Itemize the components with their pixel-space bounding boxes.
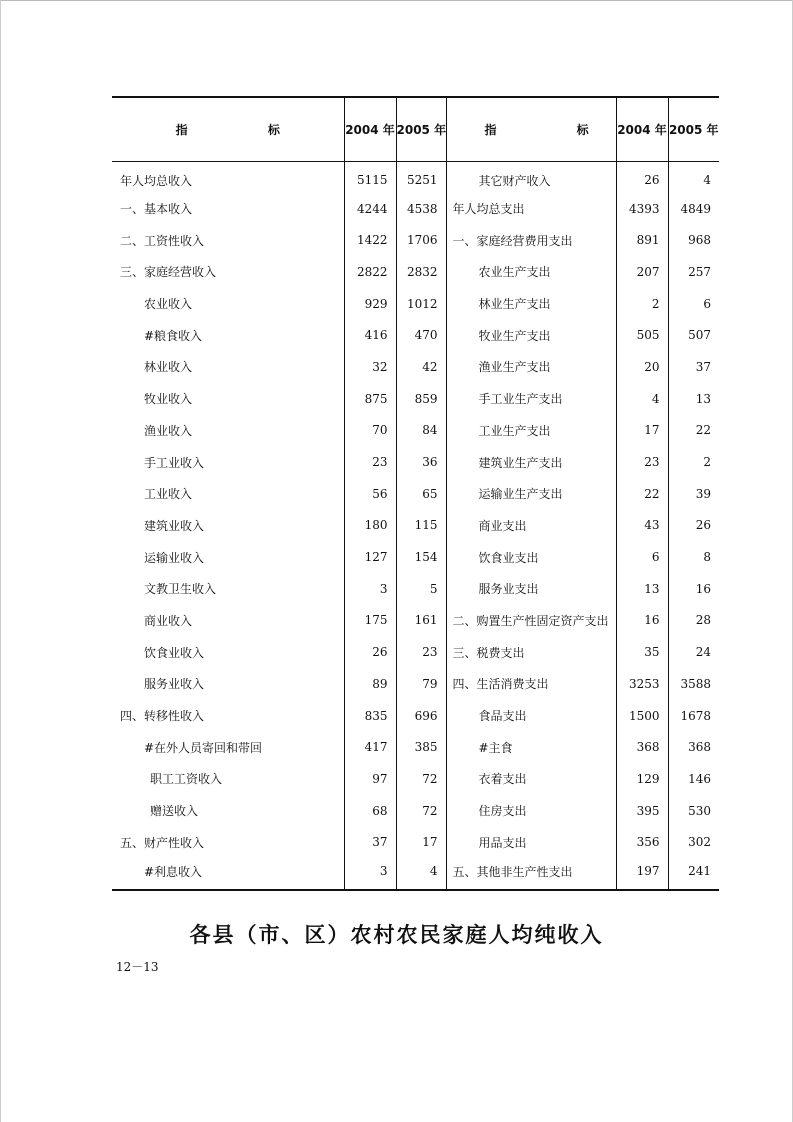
header-2005-right: 2005 年	[668, 97, 719, 161]
row-label-left: 三、家庭经营收入	[120, 265, 217, 280]
value-2004-right: 16	[616, 605, 668, 637]
value-2004-right: 20	[616, 351, 668, 383]
row-label-left: 职工工资收入	[150, 772, 223, 787]
value-2004-right: 395	[616, 795, 668, 827]
row-label-right: 四、生活消费支出	[446, 668, 616, 700]
value-2004-right: 197	[616, 858, 668, 890]
table-row	[112, 351, 719, 383]
row-label-right: 手工业生产支出	[446, 383, 616, 415]
row-label-left: 手工业收入	[144, 455, 205, 470]
value-2005-left: 470	[396, 319, 446, 351]
row-label-left: 四、转移性收入	[120, 709, 205, 724]
value-2004-right: 35	[616, 636, 668, 668]
value-2005-left: 5251	[396, 161, 446, 193]
table-row	[112, 858, 719, 890]
value-2004-left: 37	[344, 826, 396, 858]
header-2004-right: 2004 年	[616, 97, 668, 161]
value-2005-right: 2	[668, 446, 719, 478]
value-2005-right: 257	[668, 256, 719, 288]
table-row	[112, 573, 719, 605]
row-label-right: 建筑业生产支出	[446, 446, 616, 478]
value-2004-right: 891	[616, 224, 668, 256]
row-label-right: 工业生产支出	[446, 415, 616, 447]
row-label-left: 五、财产性收入	[120, 835, 205, 850]
table-row	[112, 478, 719, 510]
value-2004-right: 22	[616, 478, 668, 510]
value-2004-right: 4	[616, 383, 668, 415]
table-row	[112, 319, 719, 351]
value-2004-right: 26	[616, 161, 668, 193]
header-2005-left: 2005 年	[396, 97, 446, 161]
value-2004-left: 127	[344, 541, 396, 573]
row-label-right: 农业生产支出	[446, 256, 616, 288]
header-indicator-right: 指 标	[446, 97, 616, 161]
value-2005-left: 696	[396, 700, 446, 732]
value-2005-left: 4538	[396, 193, 446, 225]
value-2004-right: 43	[616, 510, 668, 542]
value-2004-left: 26	[344, 636, 396, 668]
value-2004-right: 368	[616, 731, 668, 763]
value-2005-right: 1678	[668, 700, 719, 732]
row-label-left: 文教卫生收入	[144, 582, 217, 597]
value-2005-right: 146	[668, 763, 719, 795]
value-2005-right: 26	[668, 510, 719, 542]
value-2004-right: 3253	[616, 668, 668, 700]
table-body	[112, 161, 719, 890]
value-2005-right: 4849	[668, 193, 719, 225]
header-2004-left: 2004 年	[344, 97, 396, 161]
row-label-left: #粮食收入	[144, 328, 203, 343]
value-2004-left: 70	[344, 415, 396, 447]
value-2004-left: 180	[344, 510, 396, 542]
value-2004-right: 207	[616, 256, 668, 288]
row-label-left: 建筑业收入	[144, 518, 205, 533]
row-label-left: 商业收入	[144, 613, 193, 628]
table-row	[112, 541, 719, 573]
table-row	[112, 510, 719, 542]
value-2004-right: 17	[616, 415, 668, 447]
row-label-right: 年人均总支出	[446, 193, 616, 225]
value-2005-right: 8	[668, 541, 719, 573]
row-label-left: #利息收入	[112, 858, 344, 890]
row-label-right: #主食	[446, 731, 616, 763]
value-2004-right: 129	[616, 763, 668, 795]
value-2005-right: 241	[668, 858, 719, 890]
row-label-left: 渔业收入	[144, 423, 193, 438]
table-row	[112, 415, 719, 447]
value-2004-left: 2822	[344, 256, 396, 288]
row-label-left: 年人均总收入	[120, 173, 193, 188]
row-label-right: 一、家庭经营费用支出	[446, 224, 616, 256]
row-label-left: 运输业收入	[144, 550, 205, 565]
header-indicator-left: 指 标	[112, 97, 344, 161]
page-number: 12－13	[116, 960, 159, 974]
table-row	[112, 795, 719, 827]
row-label-right: 商业支出	[446, 510, 616, 542]
row-label-right: 住房支出	[446, 795, 616, 827]
row-label-left: 林业收入	[144, 360, 193, 375]
row-label-left: 饮食业收入	[144, 645, 205, 660]
value-2004-left: 417	[344, 731, 396, 763]
page-top-edge	[0, 0, 793, 1]
table-row	[112, 193, 719, 225]
value-2005-right: 16	[668, 573, 719, 605]
row-label-left: #在外人员寄回和带回	[144, 740, 263, 755]
row-label-left: 一、基本收入	[120, 202, 193, 217]
value-2005-right: 28	[668, 605, 719, 637]
row-label-right: 食品支出	[446, 700, 616, 732]
value-2005-left: 23	[396, 636, 446, 668]
value-2005-right: 968	[668, 224, 719, 256]
value-2005-right: 3588	[668, 668, 719, 700]
row-label-right: 二、购置生产性固定资产支出	[446, 605, 616, 637]
value-2005-left: 2832	[396, 256, 446, 288]
value-2004-right: 2	[616, 288, 668, 320]
value-2004-left: 68	[344, 795, 396, 827]
value-2005-left: 79	[396, 668, 446, 700]
value-2004-left: 929	[344, 288, 396, 320]
value-2004-left: 56	[344, 478, 396, 510]
value-2005-left: 5	[396, 573, 446, 605]
row-label-right: 饮食业支出	[446, 541, 616, 573]
table-row	[112, 605, 719, 637]
row-label-right: 其它财产收入	[446, 161, 616, 193]
table-row	[112, 161, 719, 193]
row-label-left: 工业收入	[144, 487, 193, 502]
value-2005-left: 36	[396, 446, 446, 478]
row-label-left: 赠送收入	[150, 804, 199, 819]
value-2005-left: 1012	[396, 288, 446, 320]
value-2005-right: 368	[668, 731, 719, 763]
row-label-right: 林业生产支出	[446, 288, 616, 320]
value-2004-right: 13	[616, 573, 668, 605]
page-title: 各县（市、区）农村农民家庭人均纯收入	[189, 923, 604, 947]
value-2004-left: 175	[344, 605, 396, 637]
value-2005-left: 859	[396, 383, 446, 415]
value-2005-left: 154	[396, 541, 446, 573]
value-2005-left: 65	[396, 478, 446, 510]
row-label-left: 农业收入	[144, 297, 193, 312]
value-2005-left: 1706	[396, 224, 446, 256]
value-2004-left: 875	[344, 383, 396, 415]
value-2004-right: 4393	[616, 193, 668, 225]
table-row	[112, 383, 719, 415]
value-2005-right: 507	[668, 319, 719, 351]
value-2005-right: 302	[668, 826, 719, 858]
row-label-right: 用品支出	[446, 826, 616, 858]
value-2005-left: 72	[396, 763, 446, 795]
table-header	[112, 97, 719, 161]
row-label-right: 运输业生产支出	[446, 478, 616, 510]
table-row	[112, 668, 719, 700]
row-label-left: 二、工资性收入	[120, 233, 205, 248]
value-2004-right: 6	[616, 541, 668, 573]
row-label-right: 衣着支出	[446, 763, 616, 795]
value-2005-left: 161	[396, 605, 446, 637]
row-label-right: 牧业生产支出	[446, 319, 616, 351]
value-2004-right: 23	[616, 446, 668, 478]
value-2005-left: 42	[396, 351, 446, 383]
value-2005-right: 530	[668, 795, 719, 827]
value-2005-left: 385	[396, 731, 446, 763]
value-2005-right: 13	[668, 383, 719, 415]
value-2005-right: 39	[668, 478, 719, 510]
value-2005-left: 84	[396, 415, 446, 447]
table-row	[112, 446, 719, 478]
value-2004-left: 5115	[344, 161, 396, 193]
page-left-edge	[0, 0, 1, 1122]
row-label-right: 三、税费支出	[446, 636, 616, 668]
value-2004-left: 3	[344, 858, 396, 890]
value-2004-left: 416	[344, 319, 396, 351]
row-label-left: 服务业收入	[144, 677, 205, 692]
value-2005-left: 72	[396, 795, 446, 827]
value-2005-right: 22	[668, 415, 719, 447]
value-2004-right: 356	[616, 826, 668, 858]
income-expenditure-table	[112, 96, 719, 891]
value-2005-right: 4	[668, 161, 719, 193]
value-2004-left: 3	[344, 573, 396, 605]
table-row	[112, 700, 719, 732]
value-2005-right: 6	[668, 288, 719, 320]
table-row	[112, 224, 719, 256]
value-2004-left: 4244	[344, 193, 396, 225]
table-row	[112, 256, 719, 288]
value-2004-right: 505	[616, 319, 668, 351]
value-2004-left: 97	[344, 763, 396, 795]
table-row	[112, 288, 719, 320]
value-2004-left: 89	[344, 668, 396, 700]
table-row	[112, 636, 719, 668]
table-row	[112, 826, 719, 858]
value-2004-left: 1422	[344, 224, 396, 256]
value-2004-right: 1500	[616, 700, 668, 732]
value-2005-left: 115	[396, 510, 446, 542]
row-label-right: 服务业支出	[446, 573, 616, 605]
value-2004-left: 835	[344, 700, 396, 732]
value-2005-right: 24	[668, 636, 719, 668]
table-row	[112, 731, 719, 763]
value-2004-left: 23	[344, 446, 396, 478]
row-label-right: 五、其他非生产性支出	[446, 858, 616, 890]
value-2005-right: 37	[668, 351, 719, 383]
value-2005-left: 17	[396, 826, 446, 858]
row-label-right: 渔业生产支出	[446, 351, 616, 383]
value-2004-left: 32	[344, 351, 396, 383]
value-2005-left: 4	[396, 858, 446, 890]
row-label-left: 牧业收入	[144, 392, 193, 407]
table-row	[112, 763, 719, 795]
